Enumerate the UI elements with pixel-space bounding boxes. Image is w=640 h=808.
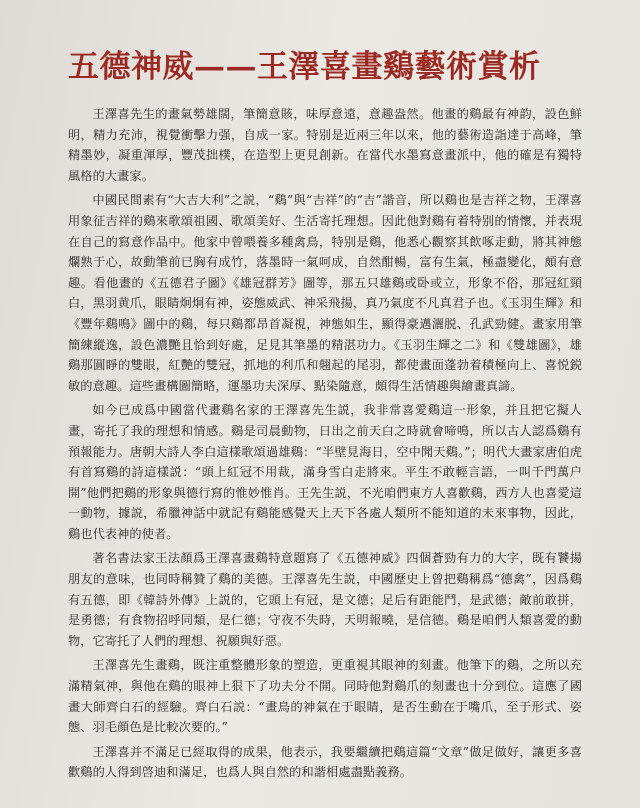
- paragraph: 如今已成爲中國當代畫鷄名家的王澤喜先生説，我非常喜愛鷄這一形象，并且把它擬人畫，寄托了我的理想和情感。鷄是司晨動物，日出之前天白之時就會啼鳴，所以古人認爲鷄有預報能力。唐朝大詩人李白這樣歌頌過雄鷄：“半壁見海日，空中聞天鷄。”；明代大畫家唐伯虎有首寫鷄的詩這樣説：“頭上紅冠不用裁，滿身雪白走將來。平生不敢輕言語，一叫千門萬户開”他們把鷄的形象與德行寫的惟妙惟肖。王先生説，不光咱們東方人喜歡鷄，西方人也喜愛這一動物，據説，希臘神話中就記有鷄能感覺天上天下各處人類所不能知道的未來事物，因此，鷄也代表神的使者。: [68, 403, 582, 541]
- paragraph: 王澤喜先生畫鷄，既注重整體形象的塑造，更重視其眼神的刻畫。他筆下的鷄，之所以充滿精氣神，與他在鷄的眼神上狠下了功夫分不開。同時他對鷄爪的刻畫也十分到位。這應了國畫大師齊白石的經驗。齊白石説：“畫鳥的神氣在于眼睛，是否生動在于嘴爪，至于形式、姿態、羽毛顔色是比較次要的。”: [68, 658, 582, 735]
- paragraph: 中國民間素有“大吉大利”之説，“鷄”與“吉祥”的“吉”諧音，所以鷄也是吉祥之物，王澤喜用象征吉祥的鷄來歌頌祖國、歌頌美好、生活寄托理想。因此他對鷄有着特别的情懷，并表現在自己的寫意作品中。他家中曾喂養多種禽鳥，特别是鷄，他悉心觀察其飲啄走動，將其神態爛熟于心，故動筆前已胸有成竹，落墨時一氣呵成，自然酣暢，富有生氣，極盡變化，頗有意趣。看他畫的《五德君子圖》《雄冠群芳》圖等，那五只雄鷄或卧或立，形象不俗，那冠紅頸白，黑羽黄爪，眼睛炯炯有神，姿態威武、神采飛揚，真乃氣度不凡真君子也。《玉羽生輝》和《豐年鷄鳴》圖中的鷄，每只鷄都昂首凝視，神態如生，顯得豪邁灑脱、孔武勁健。畫家用筆簡練縱逸，設色濃艷且恰到好處，足見其筆墨的精湛功力。《玉羽生輝之二》和《雙雄圖》，雄鷄那圓睜的雙眼，紅艷的雙冠，抓地的利爪和翹起的尾羽，都使畫面蓬勃着積極向上、喜悦鋭敏的意趣。這些畫構圖簡略，運墨功夫深厚、點染隨意，頗得生活情趣與繪畫真諦。: [68, 193, 582, 393]
- article-body: [68, 104, 582, 787]
- paragraph: 王澤喜先生的畫氣勢雄闊，筆簡意賅，味厚意遠，意趣盎然。他畫的鷄最有神韵，設色鮮明，精力充沛，視覺衝擊力强，自成一家。特别是近兩三年以來，他的藝術造詣達于高峰，筆精墨妙，凝重渾厚，豐茂拙樸，在造型上更見創新。在當代水墨寫意畫派中，他的確是有獨特風格的大畫家。: [68, 107, 582, 183]
- paragraph: 著名書法家王法顏爲王澤喜畫鷄特意題寫了《五德神威》四個蒼勁有力的大字，既有饕揚朋友的意味，也同時稱贊了鷄的美德。王澤喜先生説，中國歷史上曾把鷄稱爲“德禽”，因爲鷄有五德，即《韓詩外傳》上説的，它頭上有冠，是文德；足后有距能鬥，是武德；敵前敢拼，是勇德；有食物招呼同類，是仁德；守夜不失時，天明報曉，是信德。鷄是咱們人類喜愛的動物，它寄托了人們的理想、祝願與好惡。: [68, 551, 582, 648]
- article-title: 五德神威——王澤喜畫鷄藝術賞析: [68, 49, 541, 85]
- paragraph: 王澤喜并不滿足已經取得的成果，他表示，我要繼續把鷄這篇“文章”做足做好，讓更多喜歡鷄的人得到啓迪和滿足，也爲人與自然的和諧相處盡點義務。: [68, 744, 582, 780]
